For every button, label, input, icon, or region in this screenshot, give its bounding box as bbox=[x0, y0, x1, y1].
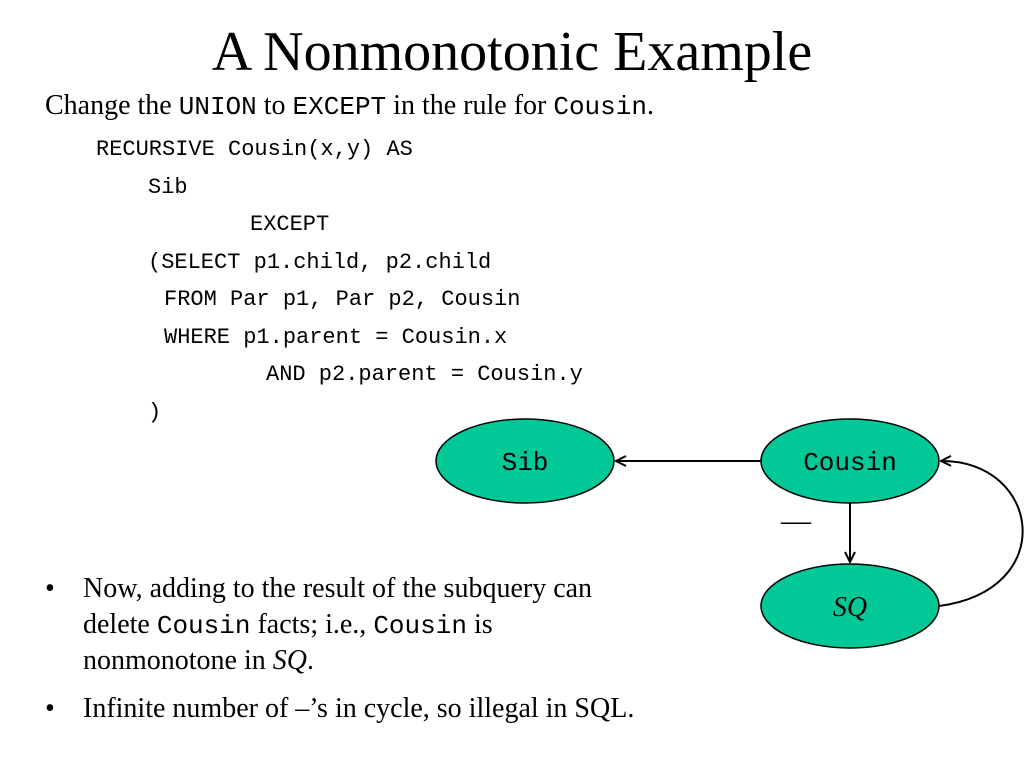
bullet-marker: • bbox=[45, 693, 55, 724]
bullet-text-part: nonmonotone in bbox=[83, 645, 273, 676]
bullet-code-cousin: Cousin bbox=[373, 611, 467, 641]
intro-text-part: Change the bbox=[45, 90, 179, 121]
bullet-1 bbox=[45, 572, 765, 682]
bullet-text-part: facts; i.e., bbox=[250, 609, 374, 640]
code-line-7: AND p2.parent = Cousin.y bbox=[266, 362, 583, 387]
node-sq-label: SQ bbox=[832, 592, 868, 623]
intro-text-part: . bbox=[646, 90, 654, 121]
node-sq bbox=[761, 564, 939, 648]
intro-text-part: in the rule for bbox=[386, 90, 554, 121]
code-line-5: FROM Par p1, Par p2, Cousin bbox=[164, 287, 521, 312]
code-line-2: Sib bbox=[148, 175, 188, 200]
bullet-text-part: is bbox=[466, 609, 493, 640]
bullet-text-part: delete bbox=[83, 609, 157, 640]
edge-sq-to-cousin bbox=[939, 461, 1023, 606]
intro-code-except: EXCEPT bbox=[292, 92, 387, 122]
bullet-marker: • bbox=[45, 573, 55, 604]
code-line-8: ) bbox=[148, 400, 162, 425]
node-cousin bbox=[761, 419, 939, 503]
bullet-1-line-2 bbox=[83, 608, 493, 643]
bullet-text-part: . bbox=[307, 645, 314, 676]
intro-text-part: to bbox=[256, 90, 293, 121]
slide-title: A Nonmonotonic Example bbox=[211, 21, 813, 83]
node-sib-label: Sib bbox=[501, 448, 549, 478]
bullet-1-line-3 bbox=[83, 644, 314, 678]
bullet-2 bbox=[45, 692, 805, 728]
bullet-2-text: Infinite number of –’s in cycle, so illegal in SQL. bbox=[83, 693, 635, 724]
code-line-3: EXCEPT bbox=[250, 212, 330, 237]
node-cousin-label: Cousin bbox=[803, 448, 897, 478]
code-line-6: WHERE p1.parent = Cousin.x bbox=[164, 325, 508, 350]
code-line-1: RECURSIVE Cousin(x,y) AS bbox=[96, 137, 413, 162]
node-sib bbox=[436, 419, 614, 503]
bullet-sq-italic: SQ bbox=[272, 645, 307, 676]
bullet-code-cousin: Cousin bbox=[156, 611, 251, 641]
intro-code-union: UNION bbox=[178, 92, 257, 122]
bullet-1-line-1: Now, adding to the result of the subquery can bbox=[83, 573, 593, 604]
edge-negation-label: — bbox=[781, 504, 811, 537]
code-line-4: (SELECT p1.child, p2.child bbox=[148, 250, 492, 275]
intro-code-cousin: Cousin bbox=[553, 92, 647, 122]
